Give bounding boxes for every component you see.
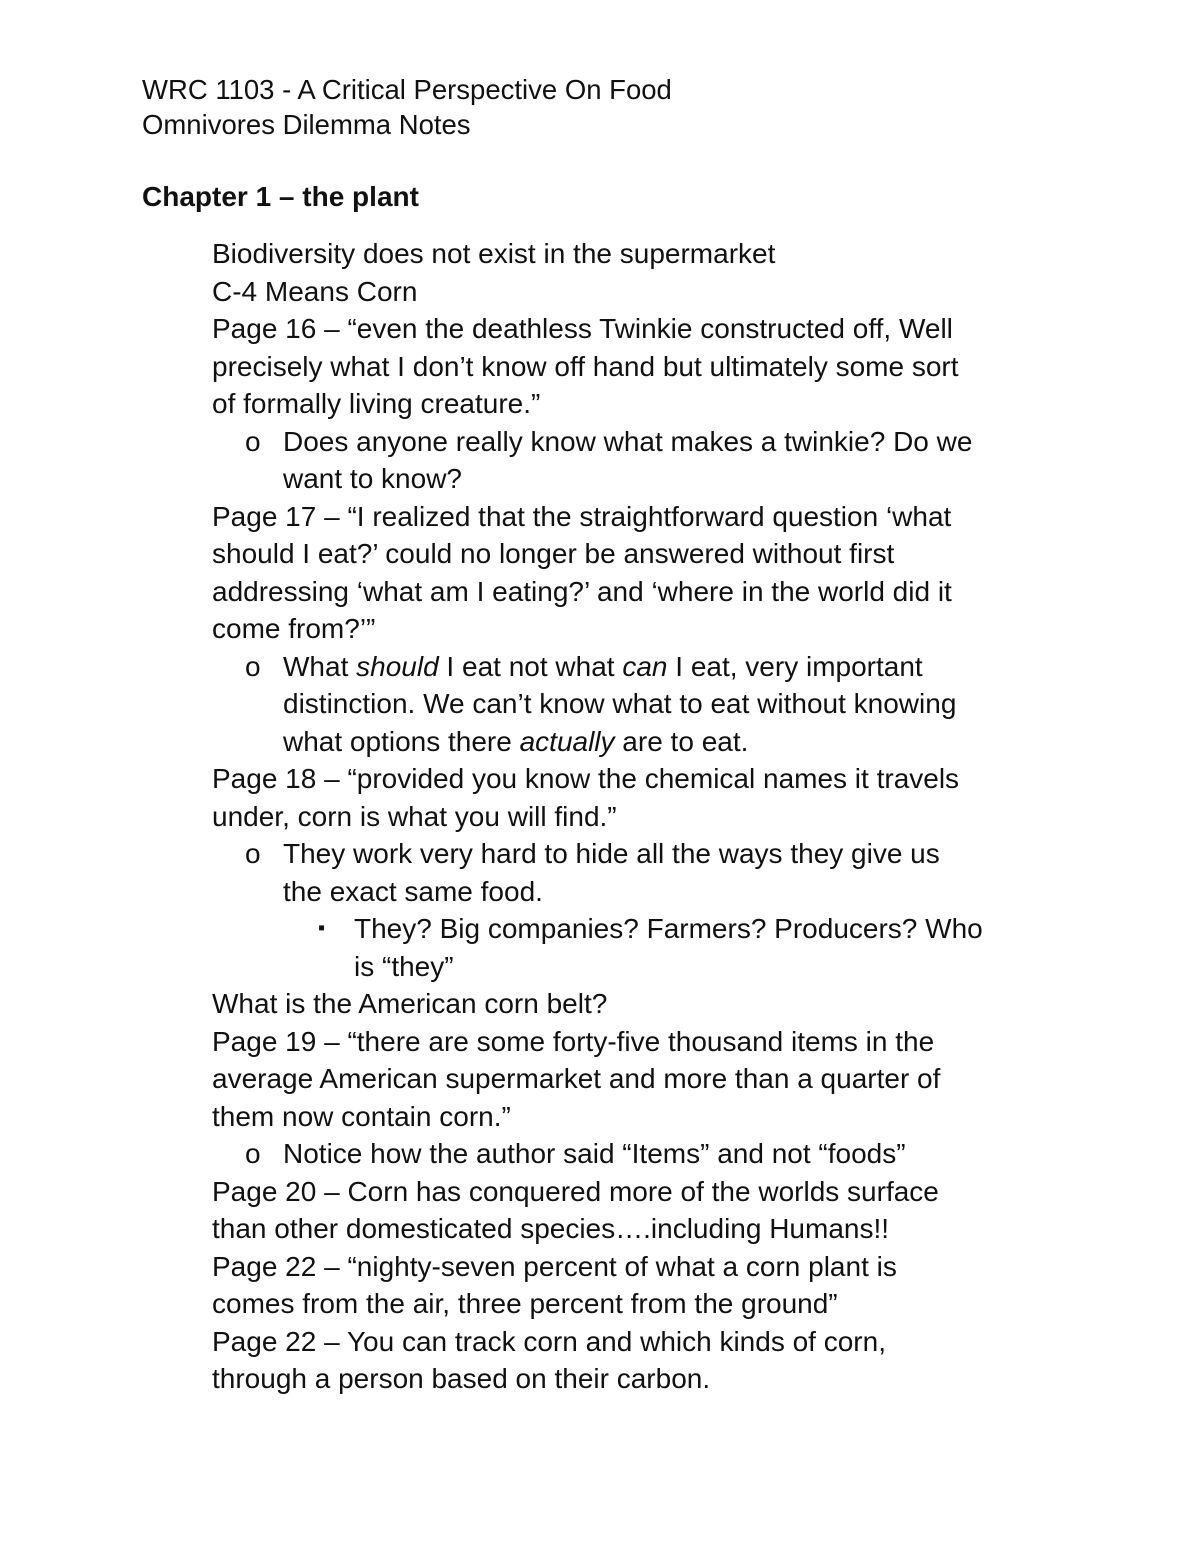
bullet-marker: o bbox=[245, 650, 261, 682]
bullet-marker: o bbox=[245, 838, 261, 869]
note-line: Biodiversity does not exist in the supermarket bbox=[212, 238, 776, 269]
square-bullet-icon: ▪ bbox=[318, 917, 326, 939]
note-line: Page 18 – “provided you know the chemical names it travels bbox=[212, 763, 960, 794]
sub-note-text: Notice how the author said “Items” and not “foods” bbox=[283, 1138, 906, 1169]
note-line: Page 20 – Corn has conquered more of the worlds surface bbox=[212, 1175, 939, 1207]
sub-sub-note-line bbox=[0, 910, 1200, 948]
sub-note-line: distinction. We can’t know what to eat without knowing bbox=[283, 688, 957, 719]
sub-sub-note-line: is “they” bbox=[354, 950, 454, 982]
note-line: under, corn is what you will find.” bbox=[212, 800, 617, 832]
note-line: Page 22 – You can track corn and which kinds of corn, bbox=[212, 1325, 886, 1357]
sub-note-text: Does anyone really know what makes a twinkie? Do we bbox=[283, 425, 973, 457]
course-title: WRC 1103 - A Critical Perspective On Food bbox=[142, 74, 672, 105]
notes-list bbox=[0, 235, 1200, 1398]
note-line: Page 17 – “I realized that the straightforward question ‘what bbox=[212, 500, 952, 532]
note-line: C-4 Means Corn bbox=[212, 275, 418, 307]
sub-note-line bbox=[0, 723, 1200, 761]
sub-note-line: want to know? bbox=[283, 463, 462, 494]
document-header bbox=[142, 72, 672, 142]
sub-note-text: They work very hard to hide all the ways they give us bbox=[283, 838, 940, 869]
note-line: them now contain corn.” bbox=[212, 1100, 511, 1132]
note-line: Page 16 – “even the deathless Twinkie constructed off, Well bbox=[212, 313, 953, 344]
emphasis-text: actually bbox=[519, 725, 615, 757]
note-line: Page 19 – “there are some forty-five thousand items in the bbox=[212, 1025, 935, 1057]
emphasis-text: should bbox=[356, 650, 439, 682]
sub-note-text: What bbox=[283, 650, 357, 682]
note-line: come from?’” bbox=[212, 613, 376, 644]
sub-note-line bbox=[0, 835, 1200, 873]
sub-note-line bbox=[0, 423, 1200, 461]
sub-note-text: are to eat. bbox=[614, 725, 749, 757]
emphasis-text: can bbox=[622, 650, 668, 682]
note-line: through a person based on their carbon. bbox=[212, 1363, 711, 1394]
sub-note-text: I eat, very important bbox=[667, 650, 923, 682]
sub-note-line bbox=[0, 1135, 1200, 1173]
note-line: What is the American corn belt? bbox=[212, 988, 608, 1019]
sub-sub-note-text: They? Big companies? Farmers? Producers? Who bbox=[354, 913, 983, 944]
note-line: than other domesticated species….including Humans!! bbox=[212, 1213, 890, 1244]
note-line: Page 22 – “nighty-seven percent of what a corn plant is bbox=[212, 1250, 897, 1282]
note-line: should I eat?’ could no longer be answered without first bbox=[212, 538, 895, 569]
note-line: addressing ‘what am I eating?’ and ‘where in the world did it bbox=[212, 575, 952, 607]
bullet-marker: o bbox=[245, 425, 261, 457]
chapter-heading: Chapter 1 – the plant bbox=[142, 181, 419, 212]
bullet-marker: o bbox=[245, 1138, 261, 1169]
note-line: comes from the air, three percent from the ground” bbox=[212, 1288, 838, 1319]
sub-note-line bbox=[0, 648, 1200, 686]
note-line: of formally living creature.” bbox=[212, 388, 541, 419]
sub-note-line: the exact same food. bbox=[283, 875, 543, 907]
sub-note-text: I eat not what bbox=[438, 650, 623, 682]
sub-note-text: what options there bbox=[283, 725, 520, 757]
document-subtitle: Omnivores Dilemma Notes bbox=[142, 109, 471, 140]
note-line: average American supermarket and more than a quarter of bbox=[212, 1063, 941, 1094]
note-line: precisely what I don’t know off hand but ultimately some sort bbox=[212, 350, 959, 382]
